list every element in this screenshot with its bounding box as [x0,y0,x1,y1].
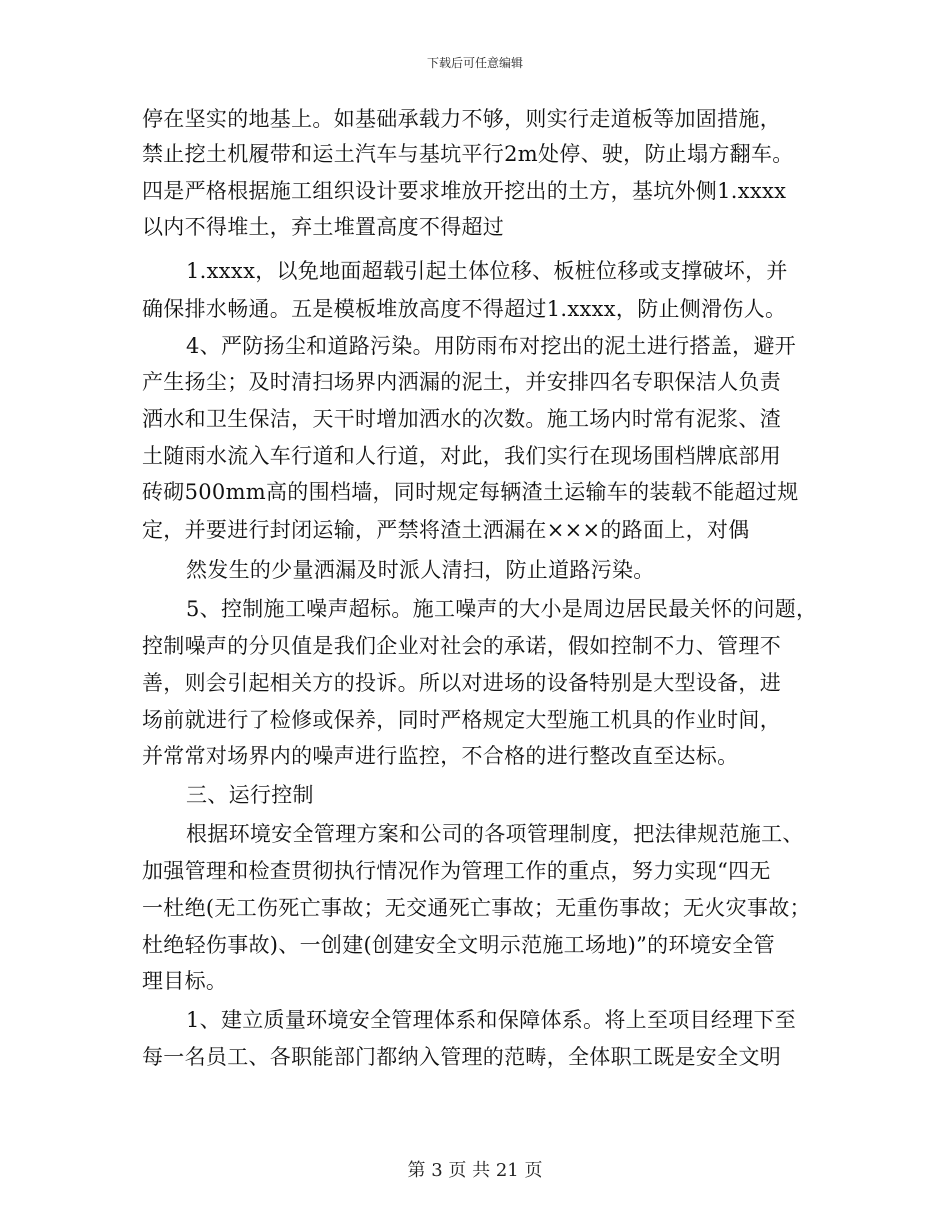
body-line: 土随雨水流入车行道和人行道，对此，我们实行在现场围档牌底部用 [142,444,781,468]
body-line: 1、建立质量环境安全管理体系和保障体系。将上至项目经理下至 [186,1008,797,1032]
page-footer: 第 3 页 共 21 页 [407,1160,543,1181]
body-line: 1.xxxx，以免地面超载引起土体位移、板桩位移或支撑破坏，并 [186,259,788,283]
body-line: 禁止挖土机履带和运土汽车与基坑平行2m处停、驶，防止塌方翻车。 [142,142,794,166]
body-line: 场前就进行了检修或保养，同时严格规定大型施工机具的作业时间， [142,708,781,732]
body-line: 砖砌500mm高的围档墙，同时规定每辆渣土运输车的装载不能超过规 [142,480,799,504]
body-line: 善，则会引起相关方的投诉。所以对进场的设备特别是大型设备，进 [142,671,781,695]
body-line: 洒水和卫生保洁，天干时增加洒水的次数。施工场内时常有泥浆、渣 [142,407,781,431]
body-line: 理目标。 [142,969,228,993]
body-line: 四是严格根据施工组织设计要求堆放开挖出的土方，基坑外侧1.xxxx [142,179,787,203]
body-line: 定，并要进行封闭运输，严禁将渣土洒漏在×××的路面上，对偶 [142,518,750,542]
body-line: 确保排水畅通。五是模板堆放高度不得超过1.xxxx，防止侧滑伤人。 [142,297,787,321]
page-header: 下载后可任意编辑 [426,56,523,70]
body-line: 每一名员工、各职能部门都纳入管理的范畴，全体职工既是安全文明 [142,1045,781,1069]
body-line: 然发生的少量洒漏及时派人清扫，防止道路污染。 [186,558,655,582]
body-line: 以内不得堆土，弃土堆置高度不得超过 [142,215,505,239]
body-line: 加强管理和检查贯彻执行情况作为管理工作的重点，努力实现“四无 [142,859,771,883]
body-line: 根据环境安全管理方案和公司的各项管理制度，把法律规范施工、 [186,822,804,846]
body-line: 一杜绝(无工伤死亡事故；无交通死亡事故；无重伤事故；无火灾事故； [142,896,811,920]
body-line: 产生扬尘；及时清扫场界内洒漏的泥土，并安排四名专职保洁人负责 [142,370,781,394]
body-line: 5、控制施工噪声超标。施工噪声的大小是周边居民最关怀的问题， [186,597,818,621]
body-line: 杜绝轻伤事故)、一创建(创建安全文明示范施工场地)”的环境安全管 [142,933,775,957]
body-line: 控制噪声的分贝值是我们企业对社会的承诺，假如控制不力、管理不 [142,634,781,658]
section-heading: 三、运行控制 [186,783,314,807]
body-line: 并常常对场界内的噪声进行监控，不合格的进行整改直至达标。 [142,744,739,768]
body-line: 停在坚实的地基上。如基础承载力不够，则实行走道板等加固措施， [142,107,781,131]
body-line: 4、严防扬尘和道路污染。用防雨布对挖出的泥土进行搭盖，避开 [186,334,797,358]
